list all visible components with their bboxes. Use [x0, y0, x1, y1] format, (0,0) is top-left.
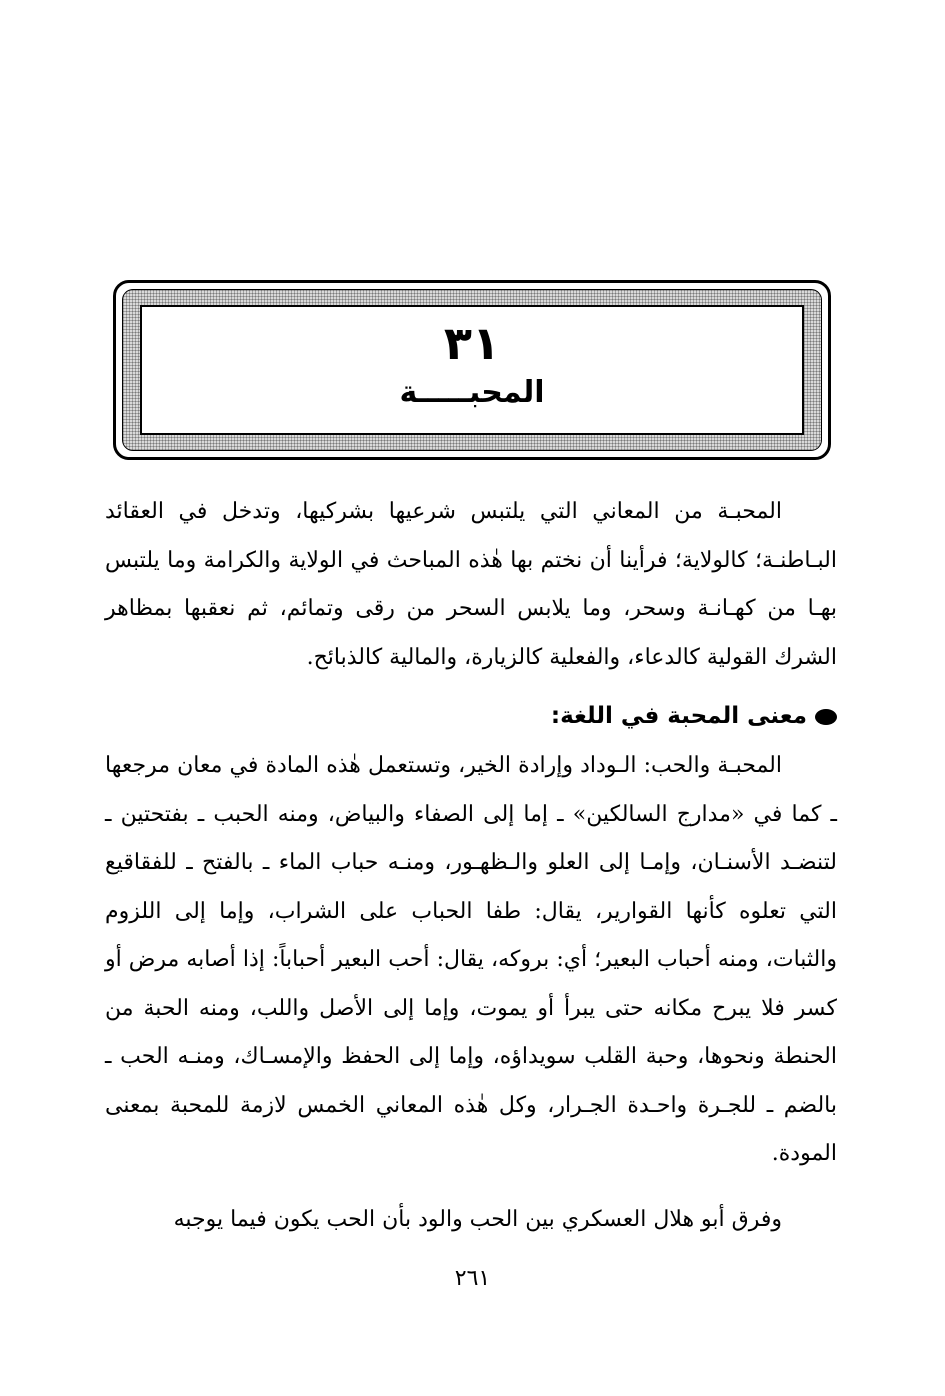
- intro-paragraph: المحبـة من المعاني التي يلتبس شرعيها بشركيها، وتدخل في العقائد البـاطنـة؛ كالولاية؛ فرأينا أن نختم بها هٰذه المباحث في الولاية والكرامة وما يلتبس بهـا من كهـانـة وسحر، وما يلابس السحر من رقى وتمائم، ثم نعقبها بمظاهر الشرك القولية كالدعاء، والفعلية كالزيارة، والمالية كالذبائح.: [105, 499, 837, 670]
- definition-paragraph: المحبـة والحب: الـوداد وإرادة الخير، وتستعمل هٰذه المادة في معان مرجعها ـ كما في «مدارج السالكين» ـ إما إلى الصفاء والبياض، ومنه الحبب ـ بفتحتين ـ لتنضـد الأسنـان، وإمـا إلى العلو والـظهـور، ومنـه حباب الماء ـ بالفتح ـ للفقاقيع التي تعلوه كأنها القوارير، يقال: طفا الحباب على الشراب، وإما إلى اللزوم والثبات، ومنه أحباب البعير؛ أي: بروكه، يقال: أحب البعير أحباباً: إذا أصابه مرض أو كسر فلا يبرح مكانه حتى يبرأ أو يموت، وإما إلى الأصل واللب، ومنه الحبة من الحنطة ونحوها، وحبة القلب سويداؤه، وإما إلى الحفظ والإمسـاك، ومنـه الحب ـ بالضم ـ للجـرة واحـدة الجـرار، وكل هٰذه المعاني الخمس لازمة للمحبة بمعنى المودة.: [105, 753, 837, 1166]
- closing-paragraph-block: [105, 1196, 837, 1245]
- definition-paragraph-block: [105, 742, 837, 1179]
- section-heading-text: معنى المحبة في اللغة:: [550, 703, 807, 729]
- closing-paragraph: وفرق أبو هلال العسكري بين الحب والود بأن الحب يكون فيما يوجبه: [173, 1207, 782, 1232]
- intro-paragraph-block: [105, 488, 837, 682]
- chapter-box-inner: [140, 305, 804, 435]
- bullet-icon: [815, 709, 837, 725]
- page-number: ٢٦١: [454, 1266, 491, 1291]
- chapter-title-box: [113, 280, 831, 460]
- chapter-title: المحبـــــة: [399, 375, 545, 410]
- section-heading: [105, 696, 837, 736]
- chapter-number: ٣١: [443, 316, 501, 370]
